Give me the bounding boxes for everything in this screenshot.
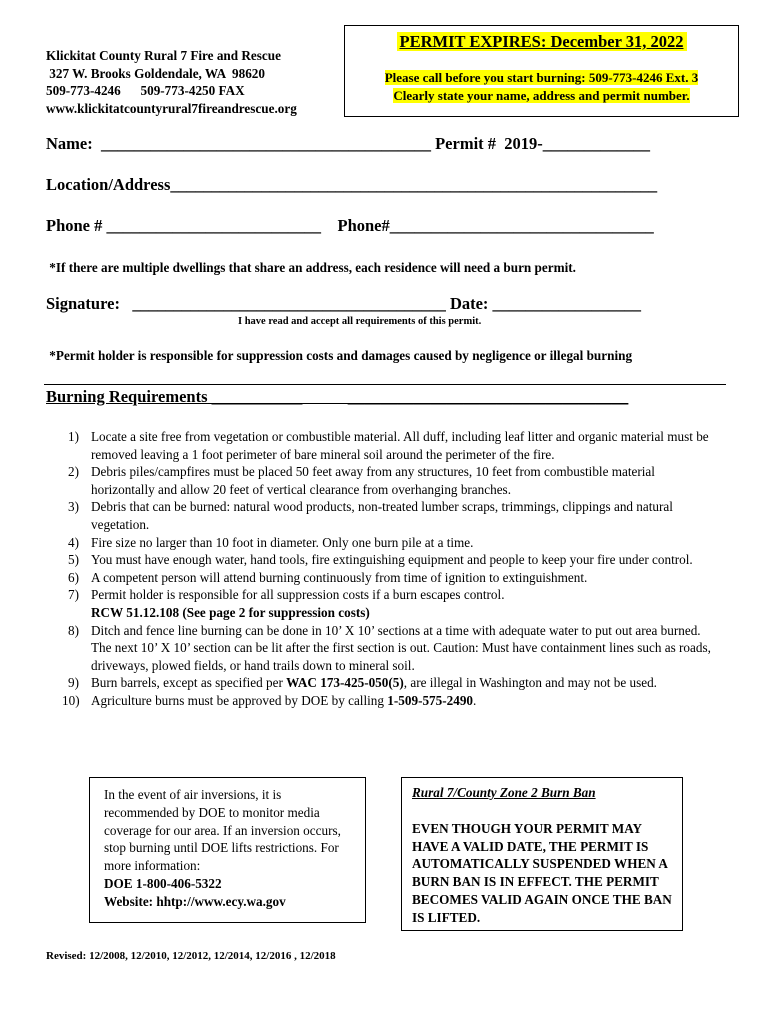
org-website: www.klickitatcountyrural7fireandrescue.org — [46, 100, 297, 116]
requirement-item: 9) Burn barrels, except as specified per WAC 173-425-050(5), are illegal in Washington and may not be used. — [68, 675, 657, 691]
signature-note: I have read and accept all requirements of this permit. — [238, 316, 482, 327]
requirements-title: Burning Requirements — [46, 387, 208, 406]
rcw-reference: RCW 51.12.108 (See page 2 for suppression costs) — [91, 604, 370, 620]
requirement-item: 7) Permit holder is responsible for all suppression costs if a burn escapes control. RCW 51.12.108 (See page 2 for suppression costs) — [68, 587, 505, 620]
org-address: 327 W. Brooks Goldendale, WA 98620 — [46, 65, 265, 81]
requirement-item: 2) Debris piles/campfires must be placed 50 feet away from any structures, 10 feet from combustible material horizontally and allow 20 feet of vertical clearance from overhanging branches. — [68, 464, 655, 497]
air-inversion-box — [89, 777, 366, 923]
name-permit-field[interactable]: Name: ________________________________________ Permit # 2019-_____________ — [46, 134, 651, 153]
signature-date-field[interactable]: Signature: ______________________________________ Date: __________________ — [46, 294, 642, 313]
doe-phone: DOE 1-800-406-5322 — [104, 875, 222, 891]
call-note-line2: Clearly state your name, address and permit number. — [393, 87, 690, 103]
permit-expires: PERMIT EXPIRES: December 31, 2022 — [397, 32, 687, 51]
requirement-item: 3) Debris that can be burned: natural wood products, non-treated lumber scraps, trimmings, clippings and natural vegetation. — [68, 499, 673, 532]
call-note — [345, 69, 738, 104]
requirements-list — [40, 428, 720, 710]
permit-expiry-box — [344, 25, 739, 117]
phone-fields[interactable]: Phone # __________________________ Phone#________________________________ — [46, 216, 654, 235]
requirement-item: 10) Agriculture burns must be approved by DOE by calling 1-509-575-2490. — [62, 692, 477, 708]
burn-ban-title: Rural 7/County Zone 2 Burn Ban — [412, 785, 596, 800]
requirement-item: 1) Locate a site free from vegetation or combustible material. All duff, including leaf litter and organic material must be removed leaving a 1 foot perimeter of bare mineral soil around the perimeter of the fire. — [68, 429, 709, 462]
organization-info — [46, 47, 297, 117]
call-note-line1: Please call before you start burning: 509-773-4246 Ext. 3 — [384, 70, 699, 85]
revision-dates: Revised: 12/2008, 12/2010, 12/2012, 12/2014, 12/2016 , 12/2018 — [46, 950, 336, 962]
burn-ban-box — [401, 777, 683, 931]
requirement-item: 8) Ditch and fence line burning can be done in 10’ X 10’ sections at a time with adequate water to put out area burned. The next 10’ X 10’ section can be lit after the first section is out. Caution: Must have containment lines such as roads, driveways, plowed fields, or hand trails down to mineral soil. — [68, 622, 711, 673]
address-field[interactable]: Location/Address___________________________________________________________ — [46, 175, 658, 194]
requirements-heading: Burning Requirements ___________ __________________________________ — [46, 387, 629, 406]
org-phones: 509-773-4246 509-773-4250 FAX — [46, 83, 245, 98]
requirement-item: 5) You must have enough water, hand tools, fire extinguishing equipment and people to keep your fire under control. — [68, 552, 693, 568]
doe-phone-reference: 1-509-575-2490 — [387, 692, 474, 708]
requirement-item: 6) A competent person will attend burning continuously from time of ignition to extinguishment. — [68, 569, 588, 585]
burn-ban-body: EVEN THOUGH YOUR PERMIT MAY HAVE A VALID DATE, THE PERMIT IS AUTOMATICALLY SUSPENDED WHEN A BURN BAN IS IN EFFECT. THE PERMIT BECOMES VALID AGAIN ONCE THE BAN IS LIFTED. — [412, 820, 672, 925]
wac-reference: WAC 173-425-050(5) — [286, 675, 404, 691]
inversion-text: In the event of air inversions, it is recommended by DOE to monitor media coverage for our area. If an inversion occurs, stop burning until DOE lifts restrictions. For more information: — [104, 787, 341, 874]
costs-note: *Permit holder is responsible for suppression costs and damages caused by negligence or illegal burning — [46, 348, 633, 363]
doe-website[interactable]: Website: hhtp://www.ecy.wa.gov — [104, 893, 286, 909]
requirement-item: 4) Fire size no larger than 10 foot in diameter. Only one burn pile at a time. — [68, 534, 474, 550]
section-divider — [44, 384, 726, 385]
dwellings-note: *If there are multiple dwellings that share an address, each residence will need a burn permit. — [46, 260, 576, 275]
org-name: Klickitat County Rural 7 Fire and Rescue — [46, 48, 281, 63]
